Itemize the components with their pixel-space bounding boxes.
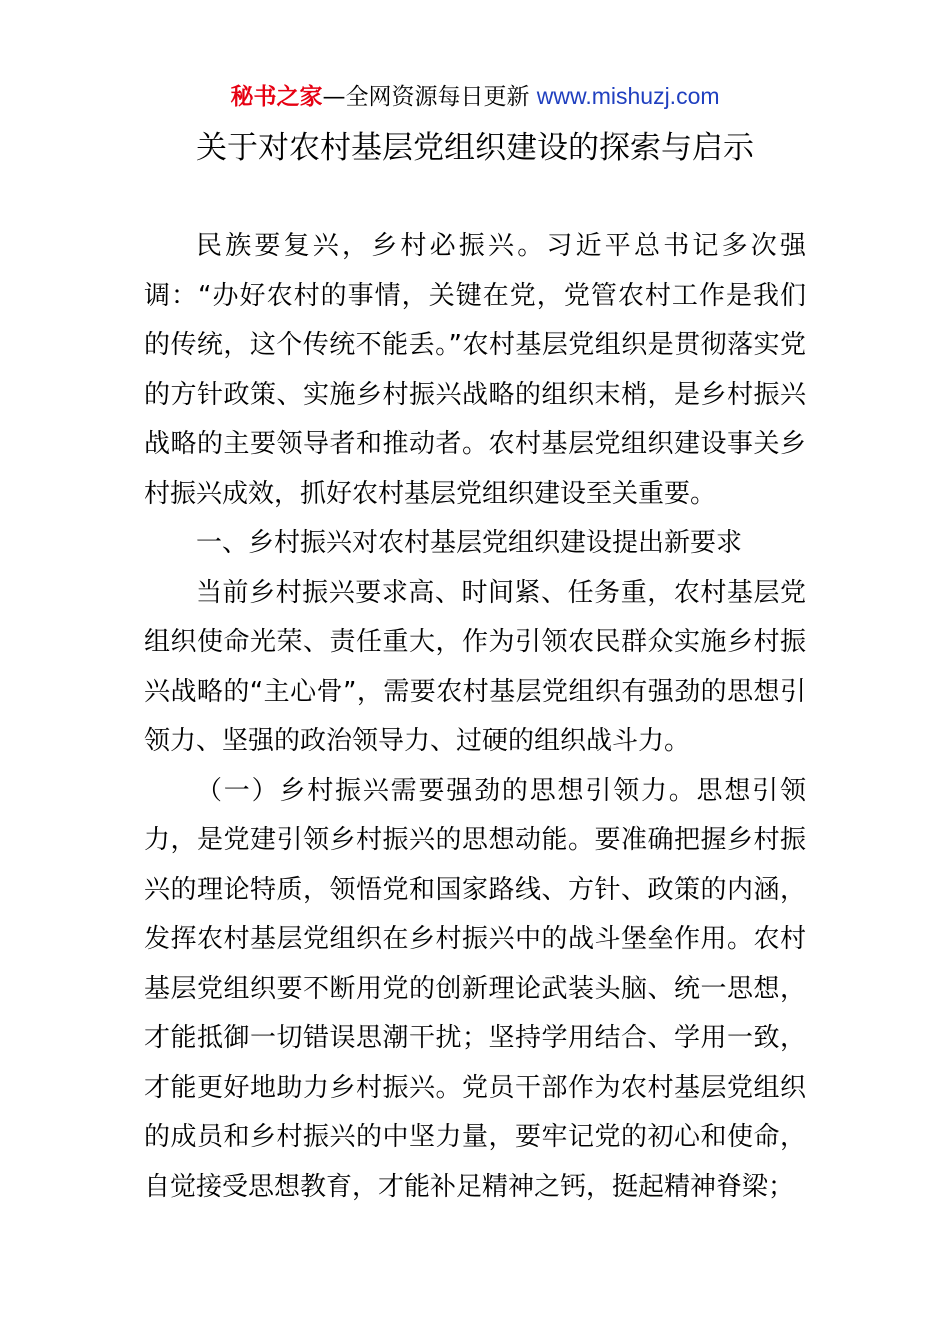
site-header: [0, 80, 950, 113]
document-title: 关于对农村基层党组织建设的探索与启示: [196, 130, 754, 166]
paragraph-ideological-leadership: （一）乡村振兴需要强劲的思想引领力。思想引领力，是党建引领乡村振兴的思想动能。要准确把握乡村振兴的理论特质，领悟党和国家路线、方针、政策的内涵，发挥农村基层党组织在乡村振兴中的战斗堡垒作用。农村基层党组织要不断用党的创新理论武装头脑、统一思想，才能抵御一切错误思潮干扰；坚持学用结合、学用一致，才能更好地助力乡村振兴。党员干部作为农村基层党组织的成员和乡村振兴的中坚力量，要牢记党的初心和使命，自觉接受思想教育，才能补足精神之钙，挺起精神脊梁；: [144, 775, 806, 1202]
site-tagline: —全网资源每日更新: [322, 84, 530, 110]
brand-name: 秘书之家: [230, 84, 323, 110]
paragraph-intro: 民族要复兴，乡村必振兴。习近平总书记多次强调：“办好农村的事情，关键在党，党管农村工作是我们的传统，这个传统不能丢。”农村基层党组织是贯彻落实党的方针政策、实施乡村振兴战略的组织末梢，是乡村振兴战略的主要领导者和推动者。农村基层党组织建设事关乡村振兴成效，抓好农村基层党组织建设至关重要。: [144, 231, 806, 509]
site-url-link[interactable]: www.mishuzj.com: [536, 83, 720, 109]
section-heading-1: 一、乡村振兴对农村基层党组织建设提出新要求: [196, 528, 743, 558]
paragraph-requirements: 当前乡村振兴要求高、时间紧、任务重，农村基层党组织使命光荣、责任重大，作为引领农民群众实施乡村振兴战略的“主心骨”，需要农村基层党组织有强劲的思想引领力、坚强的政治领导力、过硬的组织战斗力。: [144, 577, 806, 756]
document-body: [144, 222, 806, 1212]
